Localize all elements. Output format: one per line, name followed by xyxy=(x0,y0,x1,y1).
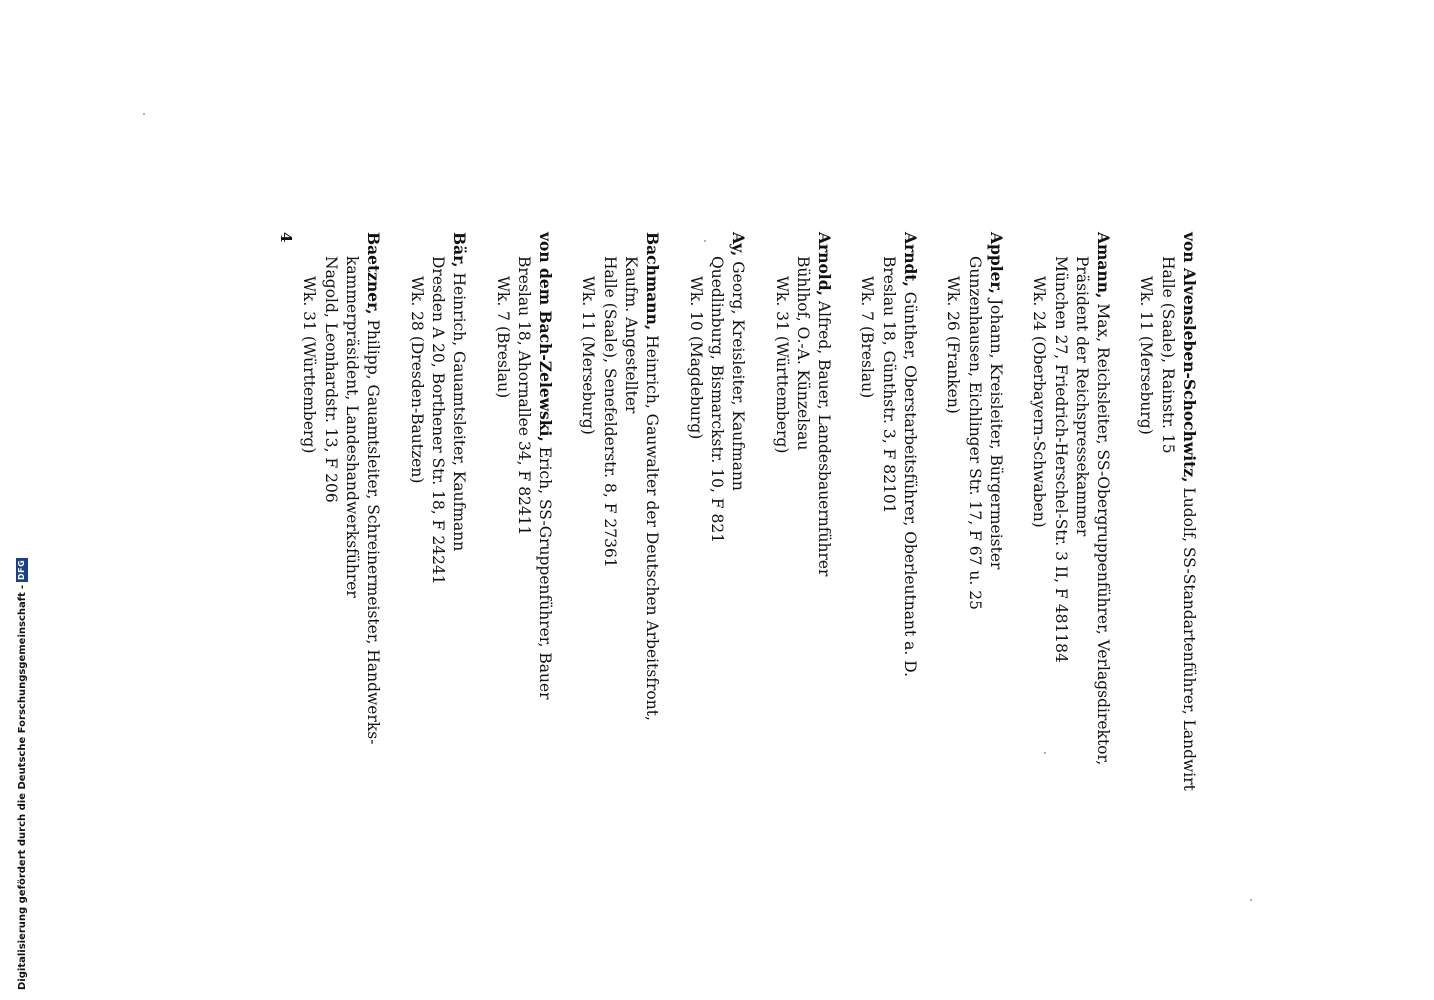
entry-line: Wk. 7 (Breslau) xyxy=(858,276,877,399)
directory-entry xyxy=(770,232,835,792)
scan-speck xyxy=(143,113,145,115)
entry-line: Halle (Saale), Senefelderstr. 8, F 27361 xyxy=(600,256,619,568)
entry-name: Baetzner, xyxy=(364,232,384,315)
credit-text: Digitalisierung gefördert durch die Deutsche Forschungsgemeinschaft xyxy=(16,592,28,990)
scan-speck xyxy=(1250,899,1252,901)
entry-name: Arnold, xyxy=(815,232,835,296)
entry-line: Dresden A 20, Borthener Str. 18, F 24241 xyxy=(428,256,447,585)
entry-line: Johann, Kreisleiter, Bürgermeister xyxy=(986,298,1005,570)
directory-entry xyxy=(405,232,470,792)
directory-entry xyxy=(856,232,921,792)
scan-speck xyxy=(1044,752,1046,754)
entry-line: Präsident der Reichspressekammer xyxy=(1072,256,1091,537)
entry-line: Heinrich, Gauamtsleiter, Kaufmann xyxy=(450,272,469,552)
entry-line: Ludolf, SS-Standartenführer, Landwirt xyxy=(1180,487,1198,791)
page-number: 4 xyxy=(277,232,295,243)
entry-name: Bär, xyxy=(450,232,470,268)
entry-line: Wk. 26 (Franken) xyxy=(944,276,963,414)
entry-line: Nagold, Leonhardstr. 13, F 206 xyxy=(321,256,340,503)
entry-line: Wk. 24 (Oberbayern-Schwaben) xyxy=(1030,276,1049,528)
entry-line: Max, Reichsleiter, SS-Obergruppenführer, Verlagsdirektor, xyxy=(1094,303,1113,766)
entry-name: Arndt, xyxy=(901,232,921,287)
scan-speck xyxy=(704,240,706,242)
entry-line: Erich, SS-Gruppenführer, Bauer xyxy=(536,446,555,700)
entry-line: Wk. 11 (Merseburg) xyxy=(579,276,598,435)
entry-line: Kaufm. Angestellter xyxy=(622,256,641,414)
dfg-logo-icon: DFG xyxy=(17,559,26,580)
directory-entry xyxy=(298,232,384,792)
entry-name: Amann, xyxy=(1094,232,1114,299)
entry-line: Philipp, Gauamtsleiter, Schreinermeister, Handwerks- xyxy=(364,319,383,745)
directory-entry xyxy=(491,232,556,792)
entry-line: Bühlhof, O.-A. Künzelsau xyxy=(793,256,812,451)
entry-name: Bachmann, xyxy=(643,232,663,331)
digitization-credit xyxy=(16,559,28,990)
entry-line: Halle (Saale), Rainstr. 15 xyxy=(1158,256,1177,454)
entry-line: Wk. 28 (Dresden-Bautzen) xyxy=(407,276,426,484)
entry-line: Breslau 18, Günthstr. 3, F 82101 xyxy=(879,256,898,514)
directory-entry xyxy=(1028,232,1114,792)
entry-line: Alfred, Bauer, Landesbauernführer xyxy=(815,300,834,577)
entry-name: von Alvensleben-Schochwitz, xyxy=(1180,232,1199,483)
directory-entry xyxy=(684,232,749,792)
entry-name: von dem Bach-Zelewski, xyxy=(536,232,556,442)
directory-entry xyxy=(577,232,663,792)
entry-line: Breslau 18, Ahornallee 34, F 82411 xyxy=(514,256,533,536)
entry-line: Wk. 31 (Württemberg) xyxy=(300,276,319,454)
directory-entry xyxy=(942,232,1007,792)
entry-line: Wk. 11 (Merseburg) xyxy=(1137,276,1156,435)
entry-line: Wk. 31 (Württemberg) xyxy=(772,276,791,454)
entry-line: Quedlinburg, Bismarckstr. 10, F 821 xyxy=(707,256,726,544)
directory-page xyxy=(300,232,1200,792)
directory-entry xyxy=(1135,232,1200,792)
entry-line: Wk. 10 (Magdeburg) xyxy=(686,276,705,440)
entry-line: Wk. 7 (Breslau) xyxy=(493,276,512,399)
entry-line: Günther, Oberstarbeitsführer, Oberleutnant a. D. xyxy=(901,291,920,678)
entry-name: Ay, xyxy=(729,232,749,257)
entry-line: München 27, Friedrich-Herschel-Str. 3 II, F 481184 xyxy=(1051,256,1070,663)
entry-line: Georg, Kreisleiter, Kaufmann xyxy=(729,261,748,491)
entry-line: Heinrich, Gauwalter der Deutschen Arbeitsfront, xyxy=(643,335,662,721)
entry-line: kammerpräsident, Landeshandwerksführer xyxy=(343,256,362,598)
entry-name: Appler, xyxy=(986,232,1006,294)
credit-separator: - xyxy=(16,584,28,590)
entry-line: Gunzenhausen, Eichlinger Str. 17, F 67 u. 25 xyxy=(965,256,984,610)
